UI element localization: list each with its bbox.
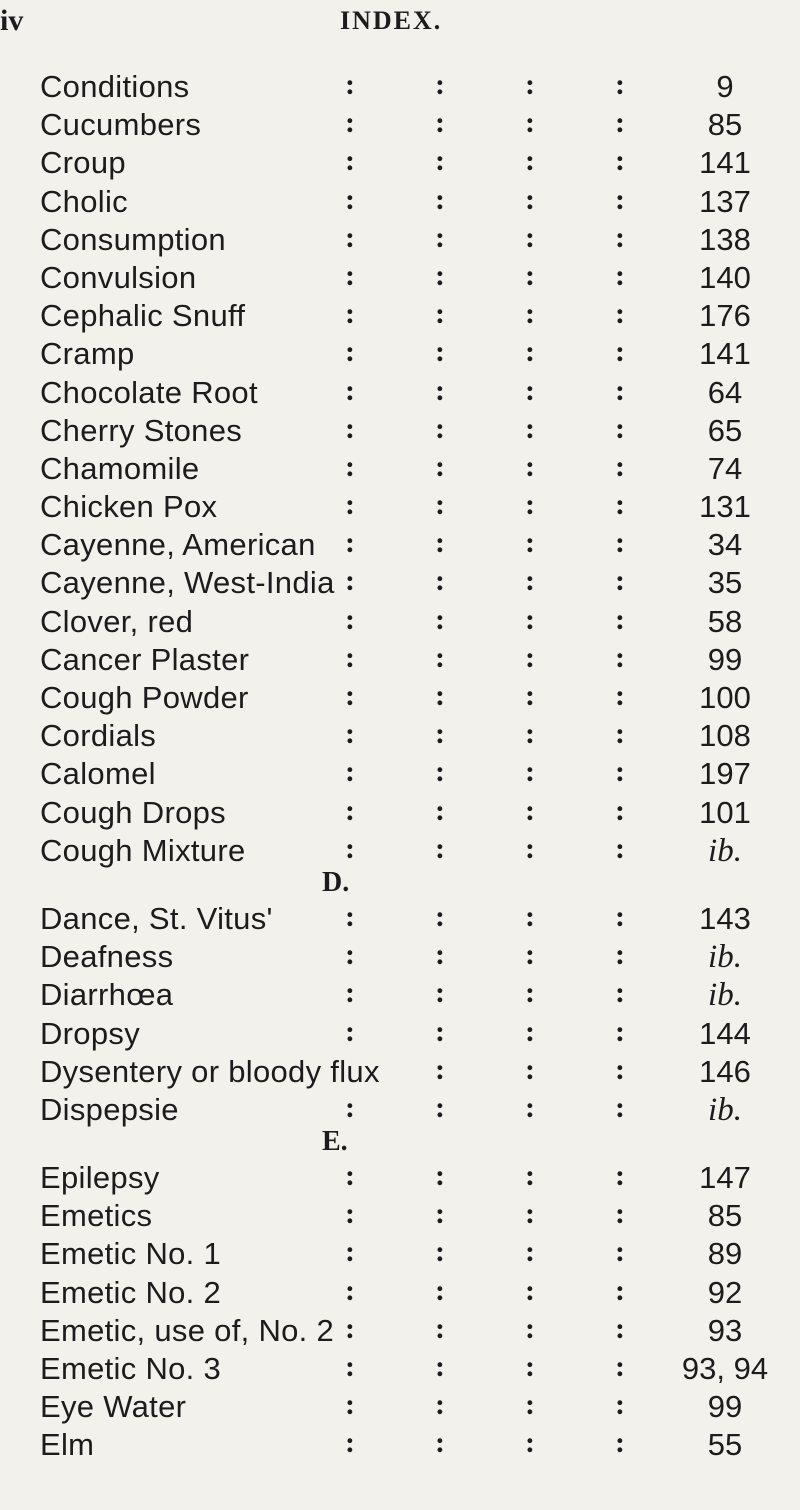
leader-colon: : (525, 373, 535, 407)
leader-colon: : (435, 1159, 445, 1193)
index-entries (40, 68, 780, 1465)
entry-page-number: 92 (707, 1274, 743, 1310)
entry-name: Cordials (40, 718, 157, 754)
leader-colon: : (435, 1350, 445, 1383)
leader-colon: : (615, 1197, 625, 1231)
entry-page-number: 101 (699, 794, 751, 830)
leader-colon: : (345, 297, 355, 331)
entry-name: Cholic (40, 183, 128, 219)
leader-colon: : (345, 411, 355, 445)
leader-colon: : (615, 640, 625, 674)
leader-colon: : (435, 182, 445, 216)
leader-colon: : (525, 640, 535, 674)
index-entry (40, 450, 780, 488)
index-entry (40, 144, 780, 182)
leader-colon: : (615, 144, 625, 178)
index-entry (40, 1197, 780, 1235)
entry-page-number: 147 (699, 1160, 751, 1196)
leader-colon: : (345, 755, 355, 789)
index-entry (40, 221, 780, 259)
entry-name: Conditions (40, 69, 190, 104)
leader-colon: : (345, 68, 355, 101)
leader-colon: : (525, 526, 535, 560)
leader-colon: : (615, 68, 625, 101)
leader-colon: : (435, 258, 445, 292)
leader-colon: : (345, 564, 355, 598)
leader-colon: : (615, 1311, 625, 1345)
index-entry (40, 755, 780, 793)
leader-colon: : (435, 1273, 445, 1307)
leader-colon: : (435, 297, 445, 331)
leader-colon: : (615, 182, 625, 216)
leader-colon: : (525, 68, 535, 101)
leader-colon: : (525, 717, 535, 751)
entry-page-number: 64 (707, 374, 743, 410)
entry-page-number: ib. (708, 832, 742, 869)
leader-colon: : (615, 1014, 625, 1048)
leader-colon: : (345, 602, 355, 636)
entry-page-number: 141 (699, 336, 751, 372)
entry-page-number: 137 (699, 183, 751, 219)
leader-colon: : (615, 526, 625, 560)
section-letter-label: E. (322, 1126, 348, 1158)
leader-colon: : (615, 449, 625, 483)
leader-colon: : (435, 1014, 445, 1048)
leader-colon: : (435, 373, 445, 407)
entry-page-number: 55 (707, 1427, 743, 1463)
entry-page-number: 93, 94 (681, 1351, 769, 1386)
index-entry (40, 1159, 780, 1197)
leader-colon: : (435, 679, 445, 712)
entry-name: Eye Water (40, 1389, 187, 1425)
entry-page-number: 85 (707, 107, 743, 143)
index-entry (40, 832, 780, 870)
entry-page-number: 176 (699, 298, 751, 334)
entry-page-number: 146 (699, 1053, 751, 1089)
entry-name: Diarrhœa (40, 977, 174, 1013)
entry-name: Croup (40, 145, 126, 181)
leader-colon: : (435, 1235, 445, 1269)
leader-colon: : (525, 1311, 535, 1345)
leader-colon: : (345, 449, 355, 483)
leader-colon: : (525, 976, 535, 1010)
leader-colon: : (525, 220, 535, 254)
entry-name: Dysentery or bloody flux (40, 1053, 380, 1089)
index-entry (40, 976, 780, 1014)
leader-colon: : (435, 717, 445, 751)
leader-colon: : (615, 1388, 625, 1422)
index-entry (40, 183, 780, 221)
leader-colon: : (525, 831, 535, 865)
index-entry (40, 564, 780, 602)
entry-name: Cayenne, West-India (40, 565, 335, 601)
leader-colon: : (435, 449, 445, 483)
leader-colon: : (525, 793, 535, 827)
entry-name: Emetic No. 1 (40, 1236, 222, 1272)
leader-colon: : (615, 411, 625, 445)
leader-colon: : (435, 976, 445, 1010)
index-entry (40, 68, 780, 106)
leader-colon: : (345, 976, 355, 1010)
leader-colon: : (615, 831, 625, 865)
leader-colon: : (435, 526, 445, 560)
index-entry (40, 1015, 780, 1053)
leader-colon: : (345, 1235, 355, 1269)
leader-colon: : (435, 488, 445, 522)
leader-colon: : (615, 106, 625, 140)
index-entry (40, 900, 780, 938)
entry-name: Epilepsy (40, 1160, 160, 1196)
leader-colon: : (435, 144, 445, 178)
leader-colon: : (525, 106, 535, 140)
leader-colon: : (615, 602, 625, 636)
index-entry (40, 1091, 780, 1129)
index-entry (40, 1388, 780, 1426)
entry-page-number: 85 (707, 1198, 743, 1234)
entry-name: Chicken Pox (40, 489, 218, 525)
entry-page-number: 108 (699, 718, 751, 754)
index-entry (40, 1350, 780, 1388)
entry-page-number: 144 (699, 1015, 751, 1051)
leader-colon: : (345, 640, 355, 674)
entry-name: Emetic No. 2 (40, 1274, 222, 1310)
leader-colon: : (345, 1090, 355, 1124)
entry-name: Cephalic Snuff (40, 298, 246, 334)
folio-number: iv (0, 4, 24, 37)
leader-colon: : (615, 1273, 625, 1307)
entry-page-number: 35 (707, 565, 743, 601)
entry-page-number: 58 (707, 603, 743, 639)
index-entry (40, 374, 780, 412)
index-entry (40, 1312, 780, 1350)
entry-page-number: 65 (707, 412, 743, 448)
index-entry (40, 717, 780, 755)
leader-colon: : (345, 1311, 355, 1345)
section-letter (40, 866, 780, 900)
entry-name: Cayenne, American (40, 527, 316, 563)
entry-name: Cucumbers (40, 107, 202, 143)
leader-colon: : (345, 526, 355, 560)
leader-colon: : (525, 335, 535, 369)
index-entry (40, 1235, 780, 1273)
entry-name: Deafness (40, 939, 174, 975)
leader-colon: : (345, 717, 355, 751)
leader-colon: : (345, 679, 355, 712)
leader-colon: : (615, 938, 625, 972)
entry-page-number: ib. (708, 1091, 742, 1128)
leader-colon: : (615, 679, 625, 712)
entry-name: Cough Powder (40, 680, 249, 715)
index-entry (40, 259, 780, 297)
index-entry (40, 679, 780, 717)
entry-name: Dance, St. Vitus' (40, 900, 273, 936)
leader-colon: : (615, 976, 625, 1010)
entry-name: Chamomile (40, 450, 200, 486)
leader-colon: : (525, 1388, 535, 1422)
entry-name: Cough Mixture (40, 832, 246, 868)
leader-colon: : (435, 755, 445, 789)
leader-colon: : (615, 488, 625, 522)
leader-colon: : (615, 258, 625, 292)
leader-colon: : (525, 899, 535, 933)
leader-colon: : (345, 1197, 355, 1231)
leader-colon: : (435, 602, 445, 636)
leader-colon: : (435, 793, 445, 827)
leader-colon: : (345, 831, 355, 865)
leader-colon: : (525, 564, 535, 598)
leader-colon: : (345, 1388, 355, 1422)
leader-colon: : (345, 1159, 355, 1193)
leader-colon: : (345, 938, 355, 972)
index-entry (40, 794, 780, 832)
leader-colon: : (615, 1426, 625, 1460)
leader-colon: : (345, 1273, 355, 1307)
index-entry (40, 1053, 780, 1091)
entry-page-number: 131 (699, 489, 751, 525)
entry-page-number: 99 (707, 641, 743, 677)
leader-colon: : (615, 755, 625, 789)
entry-page-number: ib. (708, 939, 742, 976)
leader-colon: : (345, 335, 355, 369)
entry-name: Emetic No. 3 (40, 1351, 222, 1386)
index-entry (40, 938, 780, 976)
index-entry (40, 526, 780, 564)
leader-colon: : (525, 144, 535, 178)
page-header (0, 4, 800, 44)
leader-colon: : (615, 1159, 625, 1193)
leader-colon: : (345, 488, 355, 522)
leader-colon: : (435, 1311, 445, 1345)
leader-colon: : (525, 1159, 535, 1193)
leader-colon: : (615, 297, 625, 331)
leader-colon: : (525, 1426, 535, 1460)
leader-colon: : (345, 258, 355, 292)
leader-colon: : (435, 106, 445, 140)
leader-colon: : (345, 1350, 355, 1383)
entry-page-number: 99 (707, 1389, 743, 1425)
leader-colon: : (615, 373, 625, 407)
entry-page-number: 143 (699, 900, 751, 936)
leader-colon: : (435, 640, 445, 674)
entry-name: Cough Drops (40, 794, 226, 830)
leader-colon: : (525, 449, 535, 483)
leader-colon: : (345, 106, 355, 140)
entry-page-number: 197 (699, 756, 751, 792)
leader-colon: : (525, 182, 535, 216)
leader-colon: : (615, 335, 625, 369)
section-letter (40, 1126, 780, 1159)
leader-colon: : (435, 1090, 445, 1124)
entry-name: Cherry Stones (40, 412, 243, 448)
leader-colon: : (435, 220, 445, 254)
index-entry (40, 297, 780, 335)
leader-colon: : (525, 1052, 535, 1086)
leader-colon: : (435, 831, 445, 865)
leader-colon: : (345, 373, 355, 407)
leader-colon: : (525, 938, 535, 972)
leader-colon: : (435, 1388, 445, 1422)
leader-colon: : (435, 1052, 445, 1086)
entry-name: Cancer Plaster (40, 641, 250, 677)
leader-colon: : (435, 1197, 445, 1231)
leader-colon: : (525, 488, 535, 522)
leader-colon: : (525, 411, 535, 445)
leader-colon: : (345, 793, 355, 827)
leader-colon: : (525, 258, 535, 292)
leader-colon: : (525, 602, 535, 636)
leader-colon: : (615, 1052, 625, 1086)
entry-page-number: 74 (707, 450, 743, 486)
leader-colon: : (615, 793, 625, 827)
entry-page-number: ib. (708, 977, 742, 1014)
entry-name: Consumption (40, 221, 226, 257)
leader-colon: : (615, 1235, 625, 1269)
entry-name: Cramp (40, 336, 135, 372)
running-title: INDEX. (340, 6, 443, 35)
entry-name: Clover, red (40, 603, 194, 639)
leader-colon: : (345, 182, 355, 216)
entry-page-number: 140 (699, 259, 751, 295)
entry-name: Elm (40, 1427, 95, 1463)
leader-colon: : (525, 1350, 535, 1383)
entry-name: Dispepsie (40, 1091, 179, 1127)
entry-page-number: 138 (699, 221, 751, 257)
leader-colon: : (525, 297, 535, 331)
entry-page-number: 141 (699, 145, 751, 181)
leader-colon: : (435, 564, 445, 598)
index-entry (40, 412, 780, 450)
leader-colon: : (615, 717, 625, 751)
leader-colon: : (525, 1197, 535, 1231)
entry-page-number: 93 (707, 1312, 743, 1348)
leader-colon: : (525, 1014, 535, 1048)
leader-colon: : (615, 899, 625, 933)
leader-colon: : (615, 220, 625, 254)
index-entry (40, 488, 780, 526)
index-entry (40, 1426, 780, 1464)
entry-name: Calomel (40, 756, 156, 792)
entry-page-number: 9 (716, 69, 734, 104)
leader-colon: : (525, 1235, 535, 1269)
leader-colon: : (525, 1090, 535, 1124)
entry-page-number: 89 (707, 1236, 743, 1272)
index-entry (40, 106, 780, 144)
leader-colon: : (435, 411, 445, 445)
entry-name: Convulsion (40, 259, 197, 295)
index-entry (40, 1274, 780, 1312)
leader-colon: : (345, 1426, 355, 1460)
leader-colon: : (525, 755, 535, 789)
leader-colon: : (435, 938, 445, 972)
leader-colon: : (615, 564, 625, 598)
leader-colon: : (435, 68, 445, 101)
entry-name: Dropsy (40, 1015, 140, 1051)
leader-colon: : (345, 220, 355, 254)
leader-colon: : (345, 899, 355, 933)
leader-colon: : (435, 1426, 445, 1460)
entry-page-number: 34 (707, 527, 743, 563)
leader-colon: : (525, 1273, 535, 1307)
leader-colon: : (435, 335, 445, 369)
leader-colon: : (345, 1014, 355, 1048)
leader-colon: : (345, 144, 355, 178)
leader-colon: : (615, 1350, 625, 1383)
index-entry (40, 603, 780, 641)
section-letter-label: D. (322, 866, 350, 898)
index-entry (40, 335, 780, 373)
entry-name: Emetics (40, 1198, 153, 1234)
leader-colon: : (435, 899, 445, 933)
entry-name: Emetic, use of, No. 2 (40, 1312, 335, 1348)
leader-colon: : (525, 679, 535, 712)
entry-name: Chocolate Root (40, 374, 258, 410)
index-entry (40, 641, 780, 679)
entry-page-number: 100 (699, 680, 751, 715)
leader-colon: : (615, 1090, 625, 1124)
